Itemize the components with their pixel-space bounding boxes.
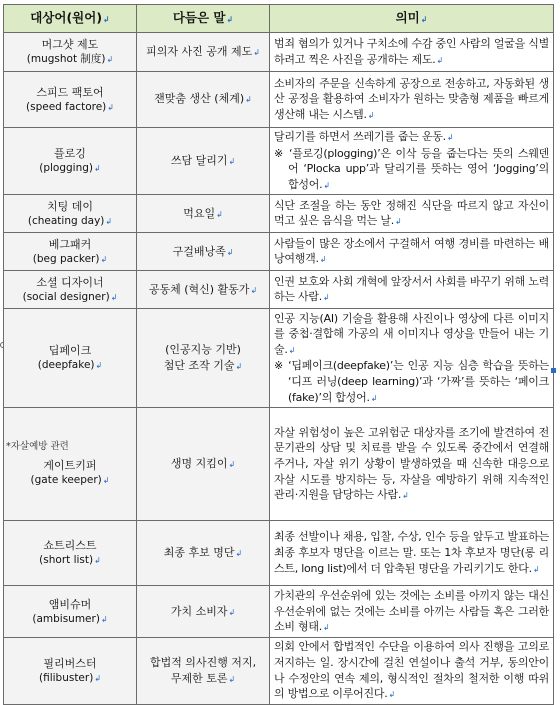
paragraph-mark-icon: ↲ [228,674,236,684]
paragraph-mark-icon: ↲ [235,361,243,371]
refined-word: 잰맞춤 생산 (체계) [154,92,245,106]
table-row [4,521,554,586]
term-korean: 딥페이크 [48,344,92,358]
term-original-text: (short list) [39,554,94,567]
paragraph-mark-icon: ↲ [107,102,114,112]
meaning-note [274,358,549,406]
table-row [4,586,554,638]
meaning-cell [270,233,554,271]
meaning-cell [270,408,554,521]
meaning-note-text: ※ ‘딥페이크(deepfake)’는 인공 지능 심층 학습을 뜻하는 ‘디프 러닝(deep learning)’과 ‘가짜’를 뜻하는 ‘페이크(fake)’의 합성어. [274,359,549,404]
term-korean: 스피드 팩토어 [36,85,104,99]
meaning-text: 인권 보호와 사회 개혁에 앞장서서 사회를 바꾸기 위해 노력하는 사람. [274,274,549,304]
meaning-cell [270,72,554,128]
refined-word: 쓰담 달리기 [170,153,228,167]
term-original-text: (filibuster) [38,672,94,685]
refined-cell [137,586,270,638]
table-row [4,128,554,195]
term-cell [4,521,137,586]
term-original-text: (mugshot 制度) [26,53,106,65]
refined-word: 구걸배낭족 [172,244,226,258]
paragraph-mark-icon: ↲ [100,254,108,264]
refined-word: 피의자 사진 공개 제도 [146,44,253,58]
refined-word: 생명 지킴이 [170,457,228,471]
refined-cell [137,195,270,233]
term-original [8,290,132,305]
refined-cell [137,233,270,271]
term-korean: 베그패커 [48,237,92,251]
refined-word: 먹요일 [183,206,216,220]
term-original [8,52,132,67]
term-cell [4,586,137,638]
term-original-text: (speed factore) [26,100,107,113]
term-original-text: (beg packer) [32,252,100,265]
paragraph-mark-icon: ↲ [106,55,114,64]
paragraph-mark-icon: ↲ [367,110,375,120]
term-korean: 치팅 데이 [46,199,93,213]
refined-word: 가치 소비자 [170,604,228,618]
paragraph-mark-icon: ↲ [94,674,102,684]
meaning-text: 인공 지능(AI) 기술을 활용해 사진이나 영상에 다른 이미지를 중첩·결합해 가공의 새 이미지나 영상을 만들어 내는 기술. [274,311,549,356]
meaning-text: 사람들이 많은 장소에서 구걸해서 여행 경비를 마련하는 배낭여행객. [274,236,549,266]
table-row [4,271,554,309]
term-cell [4,128,137,195]
term-original-text: (cheating day) [27,214,105,227]
paragraph-mark-icon: ↲ [235,549,243,559]
paragraph-mark-icon: ↲ [388,690,395,700]
meaning-cell [270,33,554,72]
term-original [8,358,132,373]
paragraph-mark-icon: ↲ [95,361,103,371]
term-korean: 소셜 디자이너 [36,275,104,289]
header-term: 대상어(원어)↲ [4,5,137,33]
meaning-cell [270,195,554,233]
term-cell [4,408,137,521]
term-korean: 필리버스터 [43,657,97,671]
paragraph-mark-icon: ↲ [216,209,223,219]
meaning-text: 소비자의 주문을 신속하게 공장으로 전송하고, 자동화된 생산 공정을 활용하여 소비자가 원하는 맞춤형 제품을 빠르게 생산해 내는 시스템. [274,76,549,121]
term-original [8,612,132,627]
refined-word: 합법적 의사진행 저지, 무제한 토론 [149,655,257,685]
paragraph-mark-icon: ↲ [103,14,110,24]
paragraph-mark-icon: ↲ [100,614,108,624]
term-cell [4,233,137,271]
term-original [8,161,132,176]
term-cell [4,72,137,128]
meaning-text: 달리기를 하면서 쓰레기를 줍는 운동. [274,130,446,143]
paragraph-mark-icon: ↲ [226,14,234,24]
meaning-cell [270,271,554,309]
term-original-text: (plogging) [39,162,94,175]
term-cell [4,309,137,408]
term-original [8,473,132,488]
header-refined: 다듬은 말↲ [137,5,270,33]
table-row [4,72,554,128]
meaning-text: 의회 안에서 합법적인 수단을 이용하여 의사 진행을 고의로 저지하는 일. 장시간에 걸친 연설이나 출석 거부, 동의안이나 수정안의 연속 제의, 형식적인 절차의 철저한 이행 따위의 방법으로 이루어진다. [274,640,549,701]
paragraph-mark-icon: ↲ [228,156,236,166]
refined-words-table [3,4,554,705]
paragraph-mark-icon: ↲ [253,47,260,57]
term-original [8,671,132,686]
refined-cell [137,521,270,586]
refined-word: 최종 후보 명단 [163,546,235,560]
term-original [8,553,132,568]
paragraph-mark-icon: ↲ [110,292,118,302]
refined-cell [137,638,270,704]
refined-word: 공동체 (혁신) 활동가 [148,282,250,296]
paragraph-mark-icon: ↲ [323,180,330,190]
term-korean: 게이트키퍼 [43,458,97,472]
paragraph-mark-icon: ↲ [94,556,101,566]
paragraph-mark-icon: ↲ [105,216,113,226]
term-original-text: (deepfake) [37,359,95,372]
refined-cell [137,271,270,309]
paragraph-mark-icon: ↲ [436,55,443,65]
term-korean: 플로깅 [54,147,86,161]
term-original-text: (ambisumer) [32,612,100,625]
paragraph-mark-icon: ↲ [94,164,101,174]
paragraph-mark-icon: ↲ [250,285,258,295]
term-original [8,100,132,115]
refined-cell [137,408,270,521]
paragraph-mark-icon: ↲ [226,247,234,257]
paragraph-mark-icon: ↲ [319,255,327,265]
term-cell [4,195,137,233]
meaning-cell [270,586,554,638]
meaning-text: 최종 선발이나 채용, 입찰, 수상, 인수 등을 앞두고 발표하는 최종 후보자 명단을 이르는 말. 또는 1차 후보자 명단(롱 리스트, long list)에서 더 압축된 명단을 가리키기도 한다. [274,530,549,575]
meaning-cell [270,521,554,586]
paragraph-mark-icon: ↲ [228,607,236,617]
term-korean: 머그샷 제도 [41,38,99,51]
meaning-text: 자살 위험성이 높은 고위험군 대상자를 조기에 발견하여 전문기관의 상담 및 치료를 받을 수 있도록 중간에서 연결해 주거나, 자살 위기 상황이 발생하였을 때 신속한 대응으로 자살 시도를 방지하는 등, 자살을 예방하기 위해 지속적인 관리·지원을 담당하는 사람. [274,425,549,502]
meaning-text: 범죄 혐의가 있거나 구치소에 수감 중인 사람의 얼굴을 식별하려고 찍은 사진을 공개하는 제도. [274,36,549,66]
paragraph-mark-icon: ↲ [370,393,378,403]
term-cell [4,638,137,704]
table-row [4,33,554,72]
table-row [4,408,554,521]
meaning-cell [270,638,554,704]
category-tag: *자살예방 관련 [6,440,69,452]
paragraph-mark-icon: ↲ [288,345,296,355]
paragraph-mark-icon: ↲ [395,217,402,227]
paragraph-mark-icon: ↲ [245,95,252,105]
paragraph-mark-icon: ↲ [102,475,110,485]
meaning-text: 식단 조절을 하는 동안 정해진 식단을 따르지 않고 자신이 먹고 싶은 음식을 먹는 날. [274,198,549,228]
term-cell [4,271,137,309]
term-original [8,252,132,267]
paragraph-mark-icon: ↲ [420,14,428,24]
term-original [8,214,132,229]
refined-cell [137,309,270,408]
refined-cell [137,72,270,128]
term-korean: 앰비슈머 [48,597,92,611]
term-korean: 쇼트리스트 [43,539,97,553]
meaning-text: 가치관의 우선순위에 있는 것에는 소비를 아끼지 않는 대신 우선순위에 없는 것에는 소비를 아끼는 사람들 혹은 그러한 소비 형태. [274,588,549,634]
table-row [4,638,554,704]
refined-word: (인공지능 기반) 첨단 조작 기술 [163,343,241,372]
table-resize-handle[interactable] [551,368,556,373]
table-header-row [4,5,554,33]
paragraph-mark-icon: ↲ [532,564,540,574]
meaning-note [274,146,549,194]
meaning-cell [270,128,554,195]
term-original-text: (gate keeper) [30,473,102,486]
paragraph-mark-icon: ↲ [228,460,236,470]
paragraph-mark-icon: ↲ [446,133,454,142]
table-row [4,233,554,271]
term-original-text: (social designer) [22,290,110,303]
table-row [4,195,554,233]
paragraph-mark-icon: ↲ [323,623,330,633]
refined-cell [137,128,270,195]
refined-cell [137,33,270,72]
paragraph-mark-icon: ↲ [323,293,330,303]
header-meaning: 의미↲ [270,5,554,33]
table-row [4,309,554,408]
meaning-note-text: ※ ‘플로깅(plogging)’은 이삭 등을 줍는다는 뜻의 스웨덴어 ‘Plocka upp’과 달리기를 뜻하는 영어 ‘Jogging’의 합성어. [274,146,549,191]
term-cell [4,33,137,72]
meaning-cell [270,309,554,408]
paragraph-mark-icon: ↲ [402,491,409,501]
